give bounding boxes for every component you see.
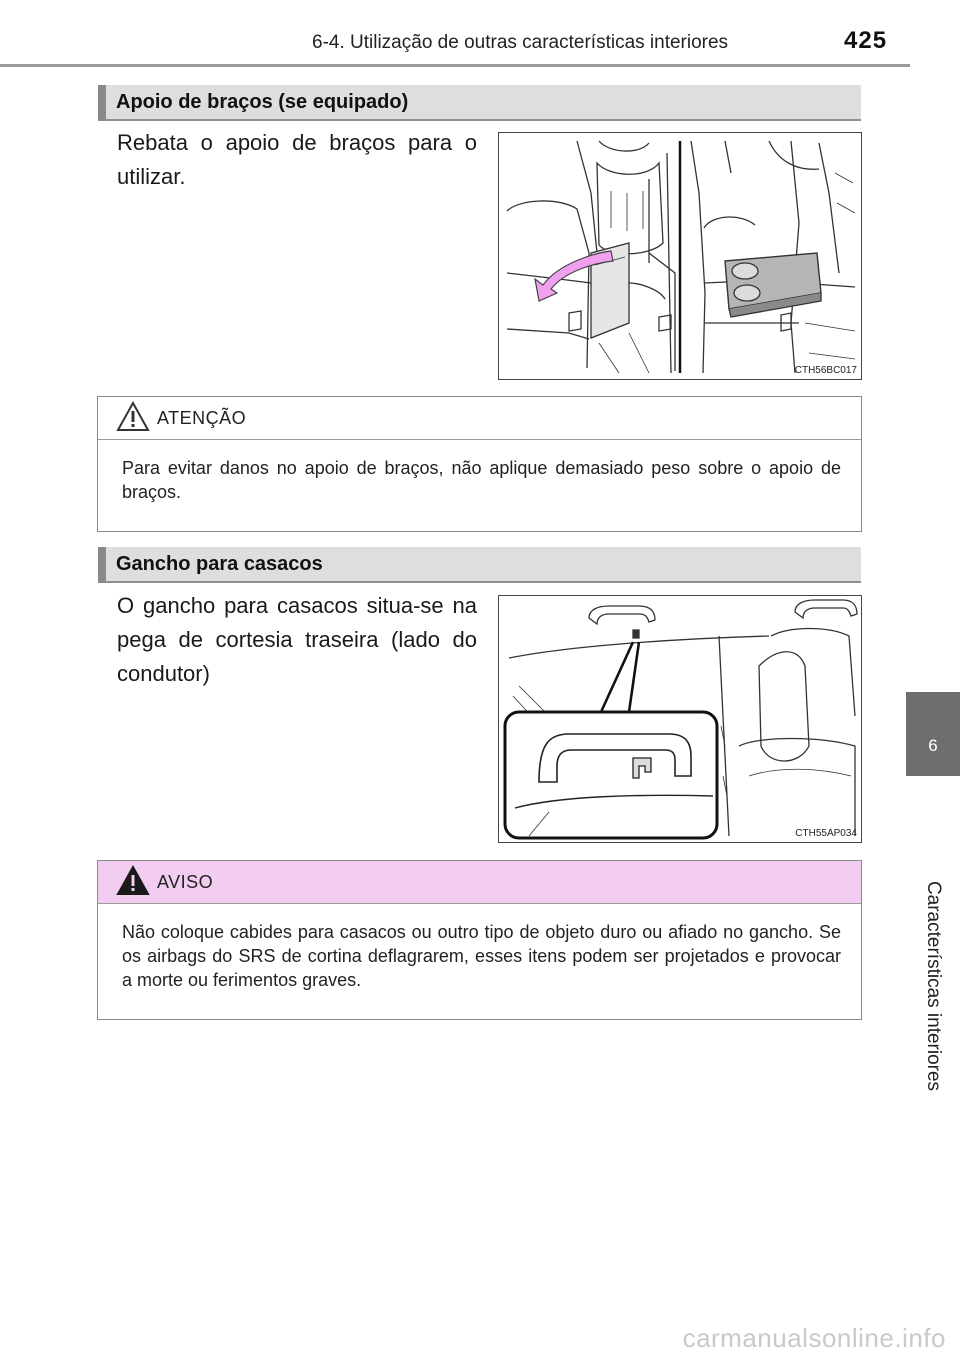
armrest-heading: Apoio de braços (se equipado) <box>116 91 409 113</box>
warning-text: Não coloque cabides para casacos ou outro tipo de objeto duro ou afiado no gancho. Se os airbags do SRS de cortina deflagrarem, esses itens podem ser projetados e provocar a morte ou ferimentos graves. <box>122 922 841 990</box>
caution-box <box>97 396 862 532</box>
chapter-number: 6 <box>928 736 938 755</box>
heading-accent <box>98 85 106 121</box>
watermark: carmanualsonline.info <box>682 1323 946 1353</box>
caution-title: ATENÇÃO <box>157 408 247 428</box>
page-number: 425 <box>844 27 888 54</box>
armrest-text: Rebata o apoio de braços para o utilizar. <box>117 130 477 189</box>
armrest-heading-bar <box>98 85 861 121</box>
running-header: 6-4. Utilização de outras características interiores <box>312 32 729 53</box>
coat-hook-illustration <box>498 595 862 843</box>
warning-header <box>98 861 861 904</box>
chapter-tab <box>906 692 960 776</box>
caution-triangle-outline-icon <box>116 401 150 438</box>
warning-triangle-filled-icon <box>116 865 150 902</box>
coat-hook-figure-code: CTH55AP034 <box>795 828 857 839</box>
warning-title: AVISO <box>157 872 214 892</box>
coat-hook-heading: Gancho para casacos <box>116 553 323 575</box>
heading-accent <box>98 547 106 583</box>
caution-text: Para evitar danos no apoio de braços, não aplique demasiado peso sobre o apoio de braços. <box>122 458 841 502</box>
armrest-illustration <box>498 132 862 380</box>
header-rule <box>0 64 910 67</box>
armrest-figure-code: CTH56BC017 <box>794 365 857 376</box>
coat-hook-heading-bar <box>98 547 861 583</box>
caution-header <box>98 397 861 440</box>
chapter-label: Características interiores <box>923 880 944 1092</box>
coat-hook-text: O gancho para casacos situa-se na pega de cortesia traseira (lado do condutor) <box>117 593 477 686</box>
warning-box <box>97 860 862 1020</box>
